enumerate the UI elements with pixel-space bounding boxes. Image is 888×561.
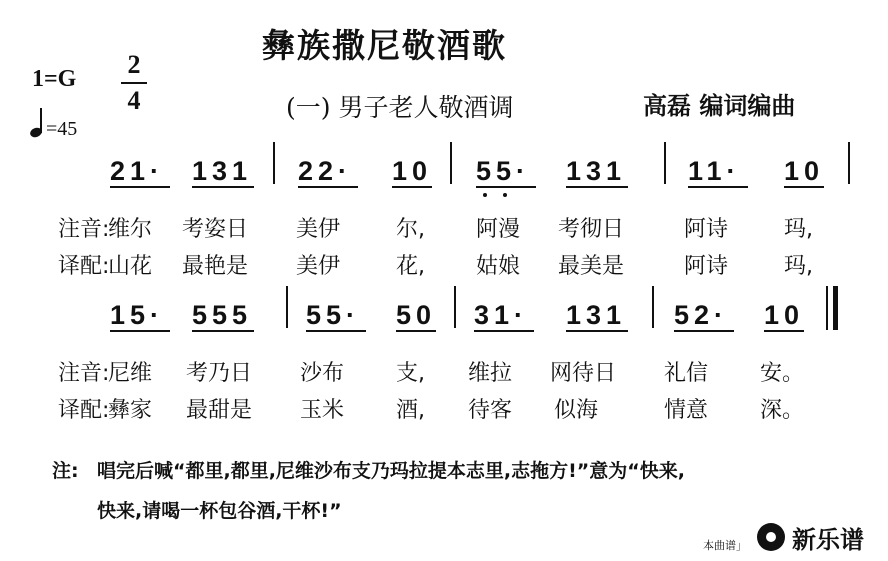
lyric-phonetic: 安。 xyxy=(760,361,805,386)
author-credit: 高磊 编词编曲 xyxy=(643,92,796,120)
lyric-translation: 玛, xyxy=(784,254,813,279)
final-bar-line-thick xyxy=(833,286,838,330)
note-group: 11· xyxy=(688,156,741,186)
lyric-translation: 深。 xyxy=(760,398,805,423)
lyric-translation: 酒, xyxy=(396,398,425,423)
lyric-translation: 姑娘 xyxy=(476,254,521,279)
low-octave-dot xyxy=(503,193,507,197)
beam-line xyxy=(688,186,748,188)
beam-line xyxy=(474,330,534,332)
beam-line xyxy=(392,186,432,188)
lyric-phonetic: 礼信 xyxy=(664,361,709,386)
note-group: 55· xyxy=(476,156,531,186)
bar-line xyxy=(664,142,666,184)
lyric-translation: 最甜是 xyxy=(186,398,253,423)
translation-label: 译配: xyxy=(58,254,110,279)
lyric-translation: 情意 xyxy=(664,398,709,423)
lyric-translation: 阿诗 xyxy=(684,254,729,279)
note-group: 52· xyxy=(674,300,729,330)
note-group: 131 xyxy=(566,156,627,186)
low-octave-dot xyxy=(483,193,487,197)
tempo-marking: =45 xyxy=(46,118,78,140)
lyric-phonetic: 考彻日 xyxy=(558,217,625,242)
site-logo: 新乐谱 xyxy=(792,526,864,554)
lyric-phonetic: 尔, xyxy=(396,217,425,242)
meter-divider xyxy=(121,82,147,84)
bar-line xyxy=(454,286,456,328)
beam-line xyxy=(476,186,536,188)
lyric-translation: 玉米 xyxy=(300,398,345,423)
bar-line xyxy=(273,142,275,184)
subtitle: (一) 男子老人敬酒调 xyxy=(286,93,514,122)
note-group: 55· xyxy=(306,300,361,330)
note-group: 131 xyxy=(192,156,253,186)
key-signature: 1=G xyxy=(32,66,77,92)
translation-label: 译配: xyxy=(58,398,110,423)
lyric-translation: 似海 xyxy=(554,398,599,423)
note-group: 10 xyxy=(784,156,825,186)
note-group: 15· xyxy=(110,300,165,330)
lyric-phonetic: 网待日 xyxy=(550,361,617,386)
beam-line xyxy=(192,330,254,332)
lyric-phonetic: 维尔 xyxy=(108,217,153,242)
note-group: 555 xyxy=(192,300,253,330)
lyric-phonetic: 支, xyxy=(396,361,425,386)
meter-bottom: 4 xyxy=(127,86,141,115)
lyric-translation: 最美是 xyxy=(558,254,625,279)
note-group: 10 xyxy=(764,300,805,330)
note-group: 131 xyxy=(566,300,627,330)
beam-line xyxy=(110,330,170,332)
note-group: 10 xyxy=(392,156,433,186)
time-signature xyxy=(121,50,147,116)
lyric-translation: 待客 xyxy=(468,398,513,423)
lyric-phonetic: 考姿日 xyxy=(182,217,249,242)
lyric-phonetic: 阿漫 xyxy=(476,217,521,242)
note-group: 50 xyxy=(396,300,437,330)
beam-line xyxy=(396,330,436,332)
meter-top: 2 xyxy=(127,50,141,79)
bar-line xyxy=(848,142,850,184)
note-group: 31· xyxy=(474,300,529,330)
beam-line xyxy=(306,330,366,332)
final-bar-line xyxy=(826,286,828,330)
lyric-phonetic: 维拉 xyxy=(468,361,513,386)
lyric-translation: 山花 xyxy=(108,254,153,279)
beam-line xyxy=(566,330,628,332)
beam-line xyxy=(566,186,628,188)
note-group: 22· xyxy=(298,156,353,186)
footnote-line-1: 唱完后喊“都里,都里,尼维沙布支乃玛拉提本志里,志拖方!”意为“快来, xyxy=(97,460,685,482)
note-group: 21· xyxy=(110,156,165,186)
phonetic-label: 注音: xyxy=(58,217,110,242)
music-disc-icon xyxy=(757,523,785,551)
lyric-phonetic: 沙布 xyxy=(300,361,345,386)
source-caption: 本曲谱」 xyxy=(703,539,747,552)
bar-line xyxy=(652,286,654,328)
song-title: 彝族撒尼敬酒歌 xyxy=(262,26,507,65)
lyric-translation: 最艳是 xyxy=(182,254,249,279)
phonetic-label: 注音: xyxy=(58,361,110,386)
lyric-phonetic: 美伊 xyxy=(296,217,341,242)
bar-line xyxy=(450,142,452,184)
beam-line xyxy=(764,330,804,332)
lyric-phonetic: 考乃日 xyxy=(186,361,253,386)
footnote-label: 注: xyxy=(52,460,79,482)
lyric-phonetic: 尼维 xyxy=(108,361,153,386)
beam-line xyxy=(674,330,734,332)
lyric-translation: 美伊 xyxy=(296,254,341,279)
lyric-translation: 花, xyxy=(396,254,425,279)
footnote-line-2: 快来,请喝一杯包谷酒,干杯!” xyxy=(97,500,342,522)
beam-line xyxy=(298,186,358,188)
beam-line xyxy=(784,186,824,188)
beam-line xyxy=(110,186,170,188)
lyric-phonetic: 阿诗 xyxy=(684,217,729,242)
lyric-phonetic: 玛, xyxy=(784,217,813,242)
beam-line xyxy=(192,186,254,188)
bar-line xyxy=(286,286,288,328)
lyric-translation: 彝家 xyxy=(108,398,153,423)
